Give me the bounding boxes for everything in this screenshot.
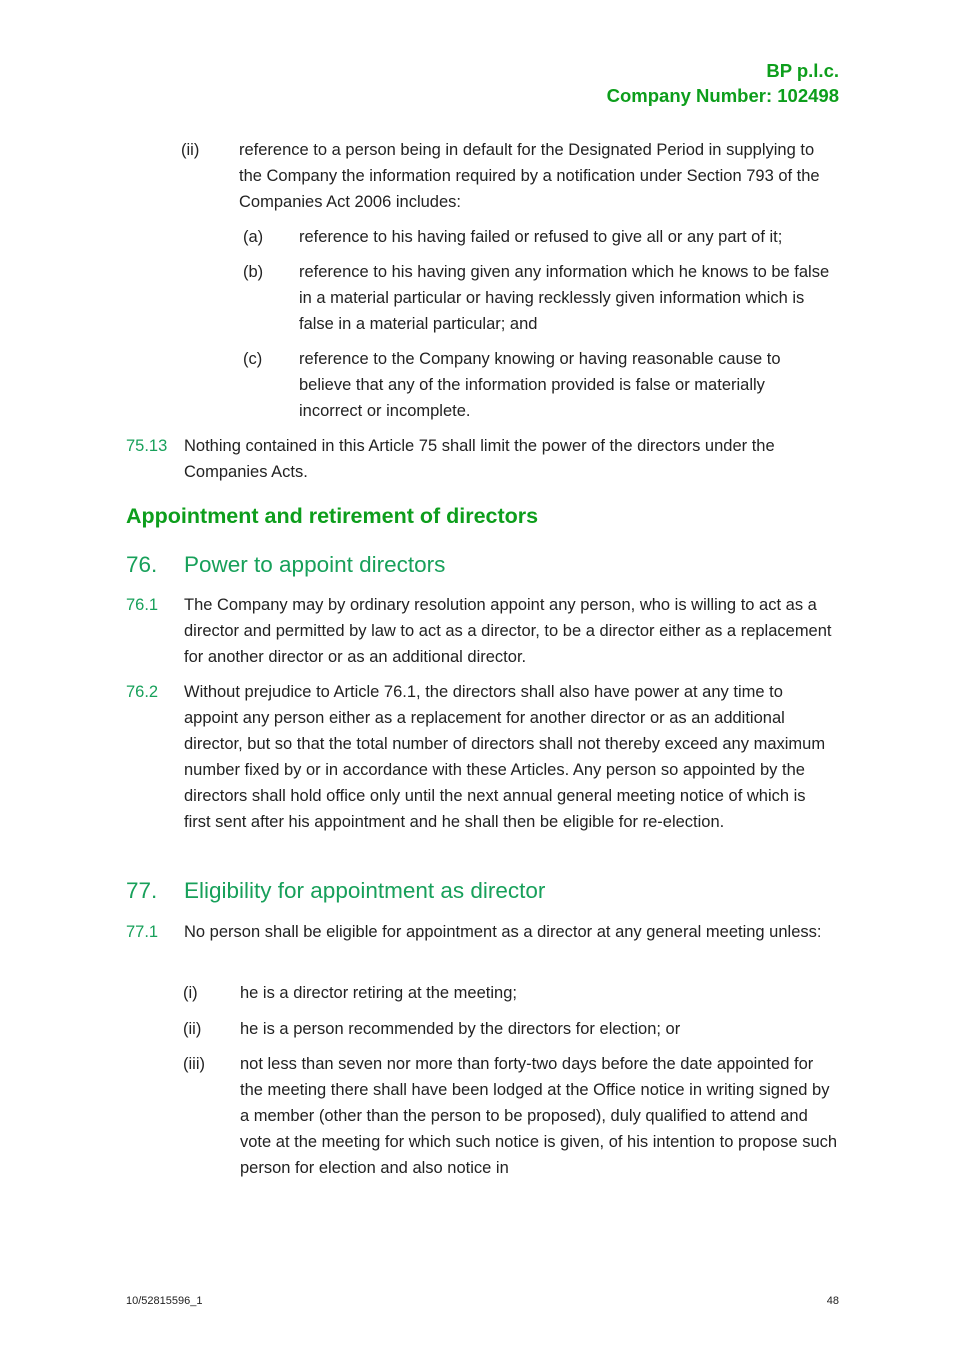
- article-number: 77.: [126, 878, 158, 903]
- article-title: Eligibility for appointment as director: [184, 878, 546, 903]
- item-text: he is a director retiring at the meeting;: [240, 984, 517, 1002]
- clause-text: The Company may by ordinary resolution appoint any person, who is willing to act as a director and permitted by law to act as a director, to be a director either as a replacement for another director or as an additional director.: [184, 596, 832, 666]
- page-header: [607, 58, 839, 108]
- clause-text: No person shall be eligible for appointment as a director at any general meeting unless:: [184, 923, 822, 941]
- clause-text: Without prejudice to Article 76.1, the directors shall also have power at any time to appoint any person either as a replacement for another director or as an additional director, but so that the total number of directors shall not thereby exceed any maximum number fixed by or in accordance with these Articles. Any person so appointed by the directors shall hold office only until the next annual general meeting notice of which is first sent after his appointment and he shall then be eligible for re-election.: [184, 683, 826, 831]
- document-reference: 10/52815596_1: [126, 1295, 203, 1307]
- article-title: Power to appoint directors: [184, 552, 446, 577]
- article-number: 76.: [126, 552, 158, 577]
- item-label: (c): [243, 350, 263, 368]
- clause-number: 77.1: [126, 923, 159, 941]
- clause-number: 76.1: [126, 596, 159, 614]
- article-76-heading: [126, 550, 841, 580]
- item-text: he is a person recommended by the directors for election; or: [240, 1020, 681, 1038]
- item-label: (ii): [183, 1020, 202, 1038]
- clause-text: Nothing contained in this Article 75 shall limit the power of the directors under the Companies Acts.: [184, 437, 775, 481]
- clause-number: 75.13: [126, 437, 168, 455]
- item-text: reference to his having failed or refused to give all or any part of it;: [299, 228, 783, 246]
- section-heading: Appointment and retirement of directors: [126, 504, 539, 528]
- item-text: reference to his having given any information which he knows to be false in a material particular or having recklessly given information which is false in a material particular; and: [299, 263, 830, 333]
- item-label: (iii): [183, 1055, 205, 1073]
- article-77-heading: [126, 876, 841, 906]
- company-name: BP p.l.c.: [766, 60, 839, 81]
- item-label: (i): [183, 984, 198, 1002]
- clause-number: 76.2: [126, 683, 159, 701]
- item-text: reference to a person being in default for the Designated Period in supplying to the Company the information required by a notification under Section 793 of the Companies Act 2006 includes:: [239, 141, 820, 211]
- page-number: 48: [826, 1295, 839, 1307]
- item-label: (a): [243, 228, 264, 246]
- company-number: Company Number: 102498: [606, 85, 839, 106]
- item-label: (b): [243, 263, 264, 281]
- item-label: (ii): [181, 141, 200, 159]
- item-text: not less than seven nor more than forty-two days before the date appointed for the meeting there shall have been lodged at the Office notice in writing signed by a member (other than the person to be proposed), duly qualified to attend and vote at the meeting for which such notice is given, of his intention to propose such person for election and also notice in: [240, 1055, 838, 1177]
- item-text: reference to the Company knowing or having reasonable cause to believe that any of the information provided is false or materially incorrect or incomplete.: [299, 350, 781, 420]
